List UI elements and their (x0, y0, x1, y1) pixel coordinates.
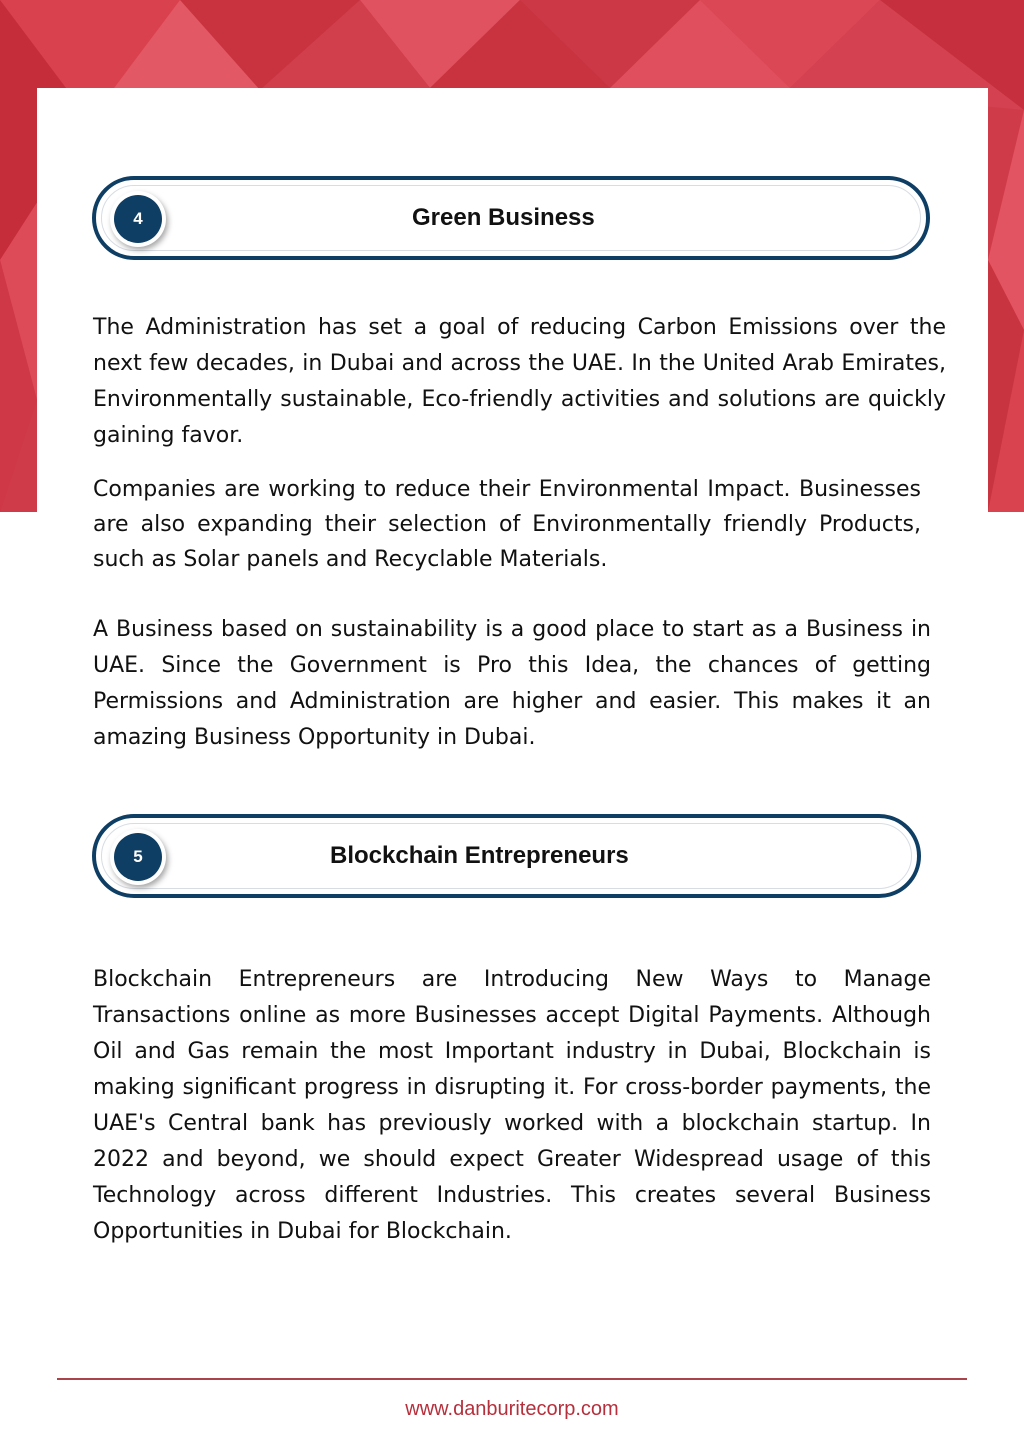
section-header-blockchain (92, 814, 921, 898)
paragraph-blockchain: Blockchain Entrepreneurs are Introducing New Ways to Manage Transactions online as more Businesses accept Digital Payments. Although Oil and Gas remain the most Important industry in Dubai, Blockchain is making significant progress in disrupting it. For cross-border payments, the UAE's Central bank has previously worked with a blockchain startup. In 2022 and beyond, we should expect Greater Widespread usage of this Technology across different Industries. This creates several Business Opportunities in Dubai for Blockchain. (93, 967, 931, 1244)
section-number: 4 (114, 195, 162, 243)
section-number-badge (110, 829, 166, 885)
paragraph-sustainability-business: A Business based on sustainability is a good place to start as a Business in UAE. Since the Government is Pro this Idea, the chances of getting Permissions and Administration are higher and easier. This makes it an amazing Business Opportunity in Dubai. (93, 617, 931, 750)
section-number: 5 (114, 833, 162, 881)
section-number-badge (110, 191, 166, 247)
paragraph-environmental-impact: Companies are working to reduce their Environmental Impact. Businesses are also expanding their selection of Environmentally friendly Products, such as Solar panels and Recyclable Materials. (93, 477, 921, 572)
footer-divider (57, 1378, 967, 1380)
footer-website-link[interactable]: www.danburitecorp.com (405, 1398, 619, 1420)
paragraph-carbon-emissions: The Administration has set a goal of reducing Carbon Emissions over the next few decades, in Dubai and across the UAE. In the United Arab Emirates, Environmentally sustainable, Eco-friendly activities and solutions are quickly gaining favor. (93, 315, 946, 448)
section-title: Green Business (412, 204, 595, 231)
section-header-green-business (92, 176, 930, 260)
section-title: Blockchain Entrepreneurs (330, 842, 629, 869)
